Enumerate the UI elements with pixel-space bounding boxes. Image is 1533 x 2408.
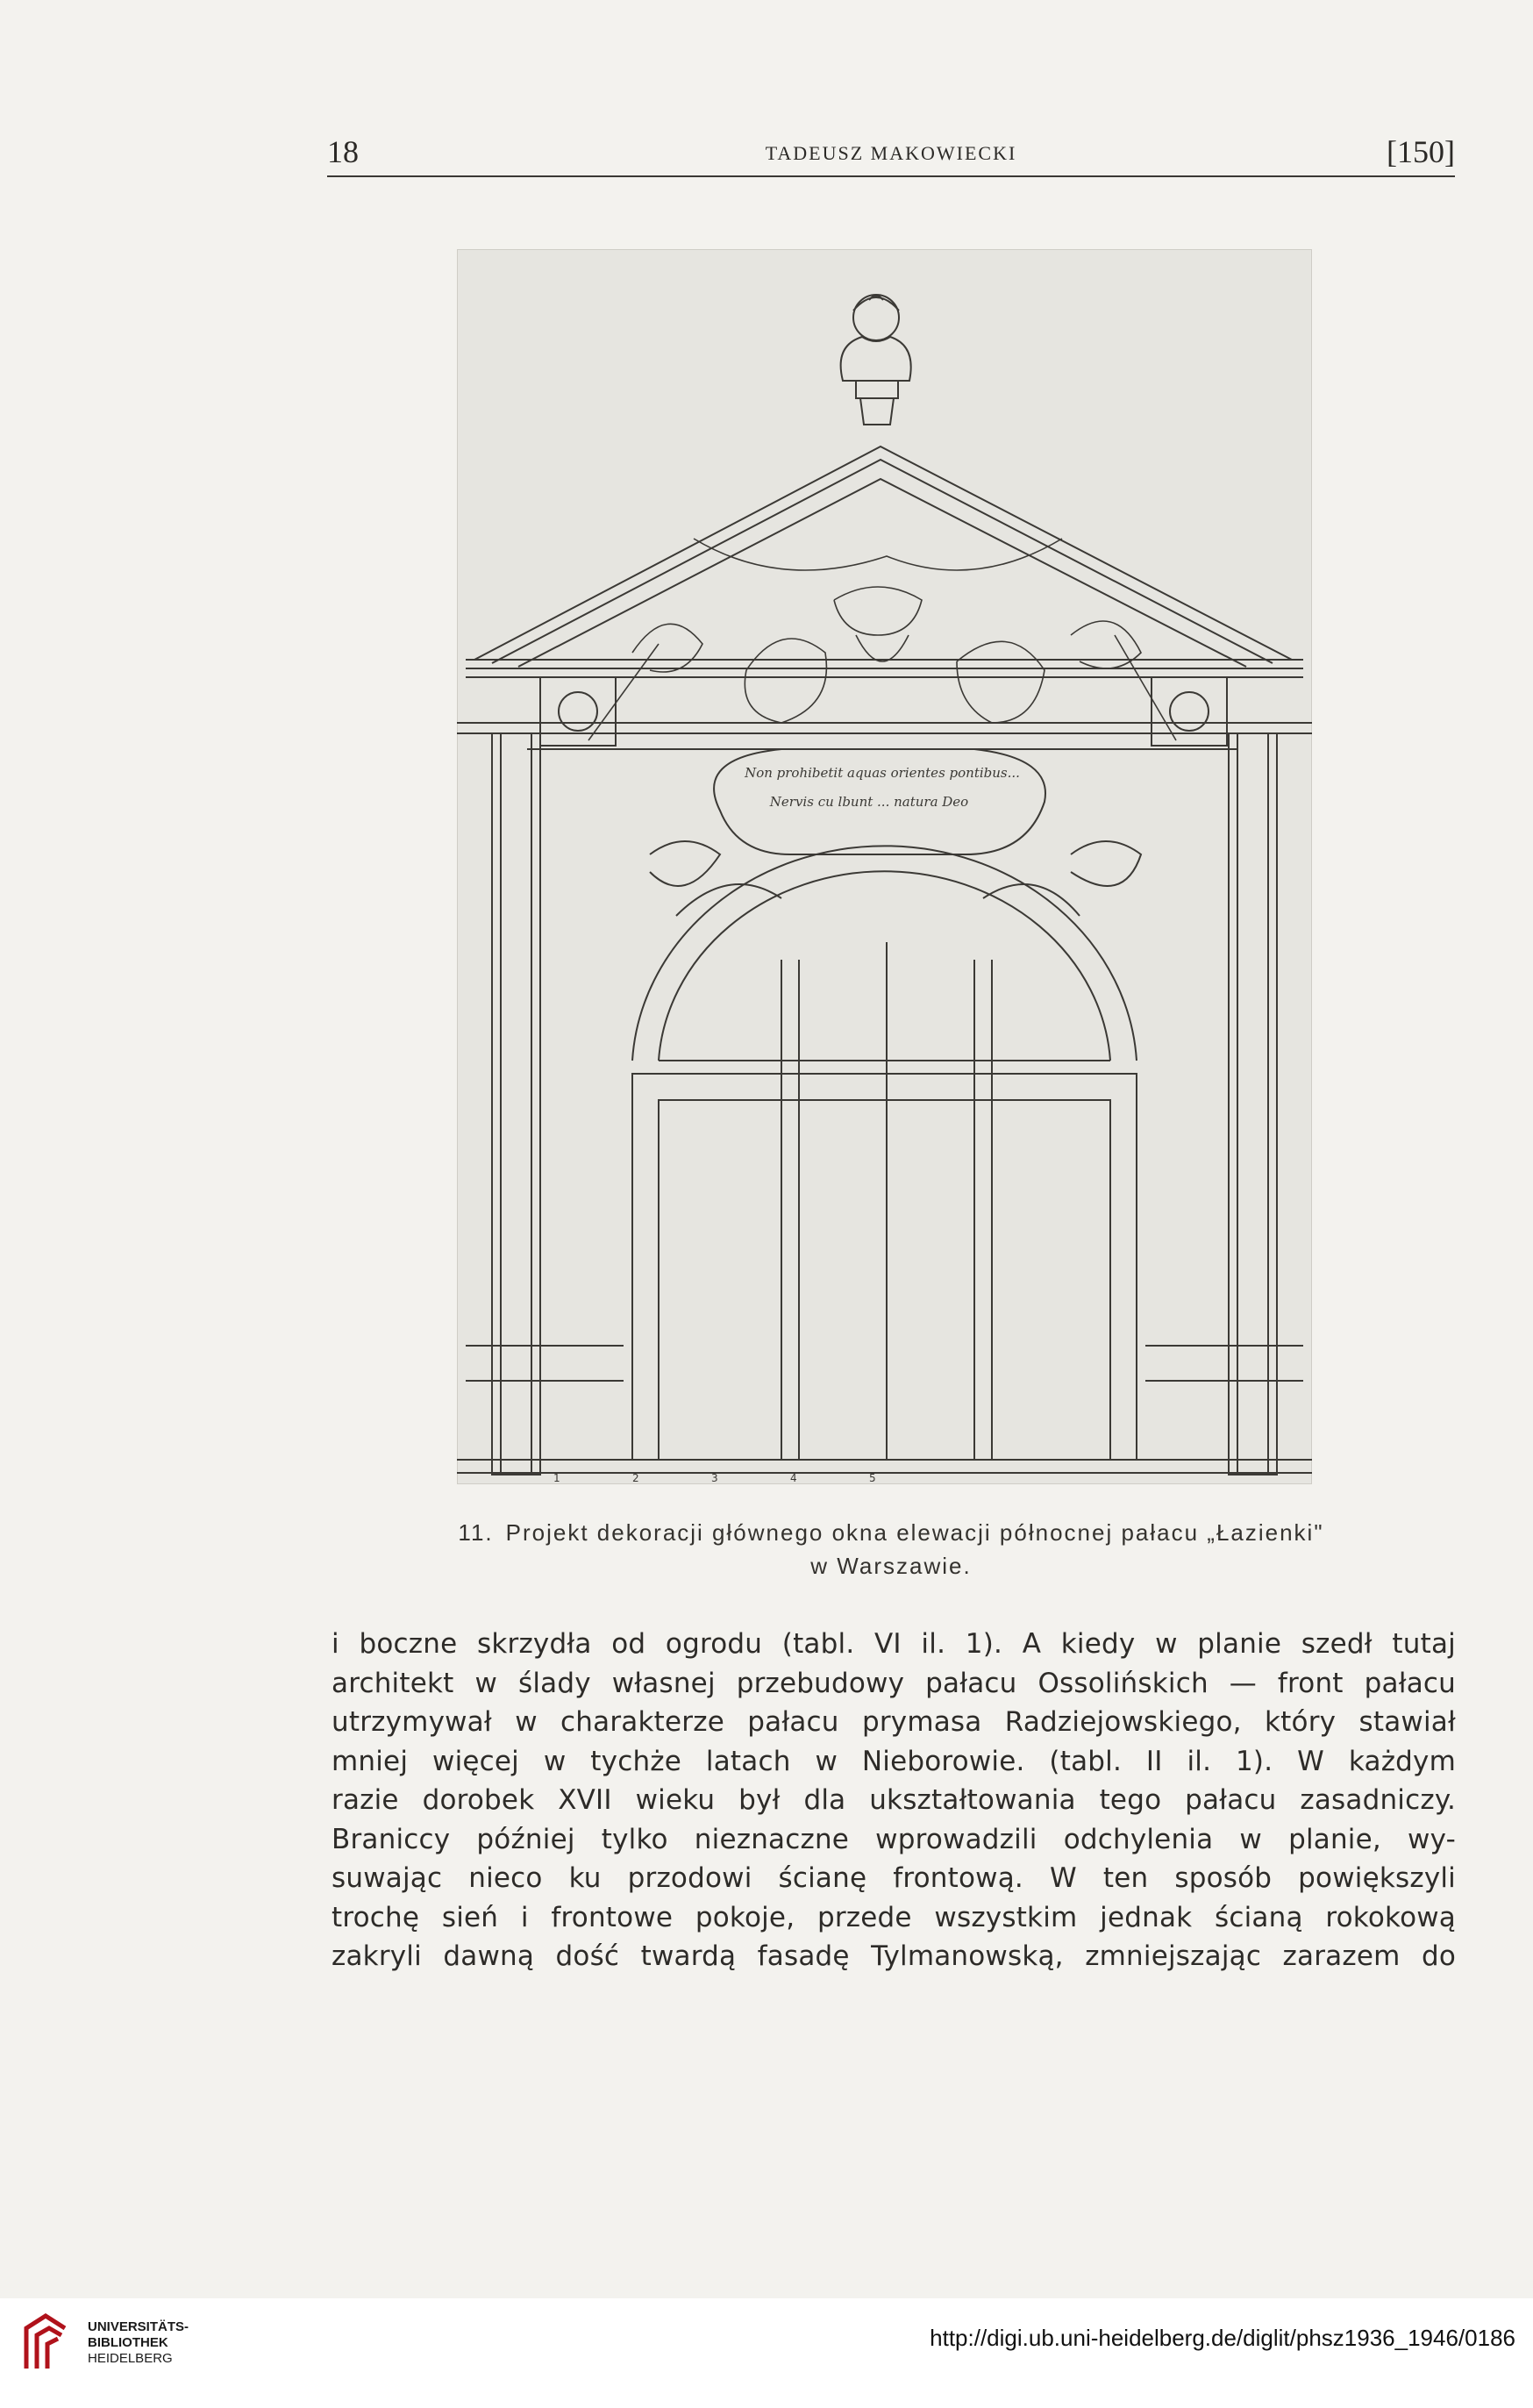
bust-sculpture: [841, 295, 911, 425]
body-paragraph: [332, 1625, 1456, 1976]
original-page-number: [150]: [1387, 134, 1455, 169]
drawing-svg: [457, 249, 1312, 1484]
text-line: utrzymywał w charakterze pałacu prymasa Radziejowskiego, który stawiał: [332, 1706, 1456, 1738]
scale-mark: 5: [869, 1472, 876, 1484]
pediment: [466, 447, 1303, 677]
figure-number: 11.: [458, 1519, 494, 1546]
page-header: [327, 130, 1455, 177]
putti-and-drapery: [588, 539, 1176, 740]
caption-line-2: w Warszawie.: [810, 1553, 972, 1579]
library-name-line-1: UNIVERSITÄTS-: [88, 2319, 189, 2334]
library-name-line-2: BIBLIOTHEK: [88, 2335, 168, 2350]
scale-mark: 1: [553, 1472, 560, 1484]
figure-caption: [327, 1516, 1455, 1583]
text-line: Braniccy później tylko nieznaczne wprowadzili odchylenia w planie, wy-: [332, 1823, 1456, 1855]
cartouche-inscription-1: Non prohibetit aquas orientes pontibus...: [745, 765, 1020, 781]
cartouche-inscription-2: Nervis cu lbunt ... natura Deo: [769, 794, 969, 810]
text-line: mniej więcej w tychże latach w Nieborowie. (tabl. II il. 1). W każdym: [332, 1745, 1456, 1777]
text-line: suwając nieco ku przodowi ścianę frontową. W ten sposób powiększyli: [332, 1862, 1456, 1894]
architectural-drawing: [457, 249, 1312, 1484]
caption-line-1: Projekt dekoracji głównego okna elewacji północnej pałacu „Łazienki": [505, 1519, 1324, 1546]
library-name: [88, 2319, 189, 2367]
library-name-line-3: HEIDELBERG: [88, 2351, 173, 2366]
text-line: trochę sień i frontowe pokoje, przede wszystkim jednak ścianą rokokową: [332, 1901, 1456, 1933]
running-head: TADEUSZ MAKOWIECKI: [765, 142, 1017, 164]
page-number: 18: [327, 134, 359, 169]
right-pilasters: [1145, 677, 1303, 1475]
text-line: zakryli dawną dość twardą fasadę Tylmanowską, zmniejszając zarazem do: [332, 1940, 1456, 1972]
text-line: i boczne skrzydła od ogrodu (tabl. VI il. 1). A kiedy w planie szedł tutaj: [332, 1628, 1456, 1660]
scale-mark: 2: [632, 1472, 639, 1484]
digitization-footer: [0, 2298, 1533, 2408]
left-pilasters: [466, 677, 624, 1475]
scale-mark: 3: [711, 1472, 718, 1484]
library-logo-icon: [19, 2311, 72, 2372]
text-line: razie dorobek XVII wieku był dla ukształtowania tego pałacu zasadniczy.: [332, 1784, 1456, 1816]
source-url-link[interactable]: http://digi.ub.uni-heidelberg.de/diglit/phsz1936_1946/0186: [930, 2325, 1515, 2351]
text-line: architekt w ślady własnej przebudowy pałacu Ossolińskich — front pałacu: [332, 1667, 1456, 1699]
window: [632, 846, 1137, 1460]
scale-mark: 4: [790, 1472, 797, 1484]
